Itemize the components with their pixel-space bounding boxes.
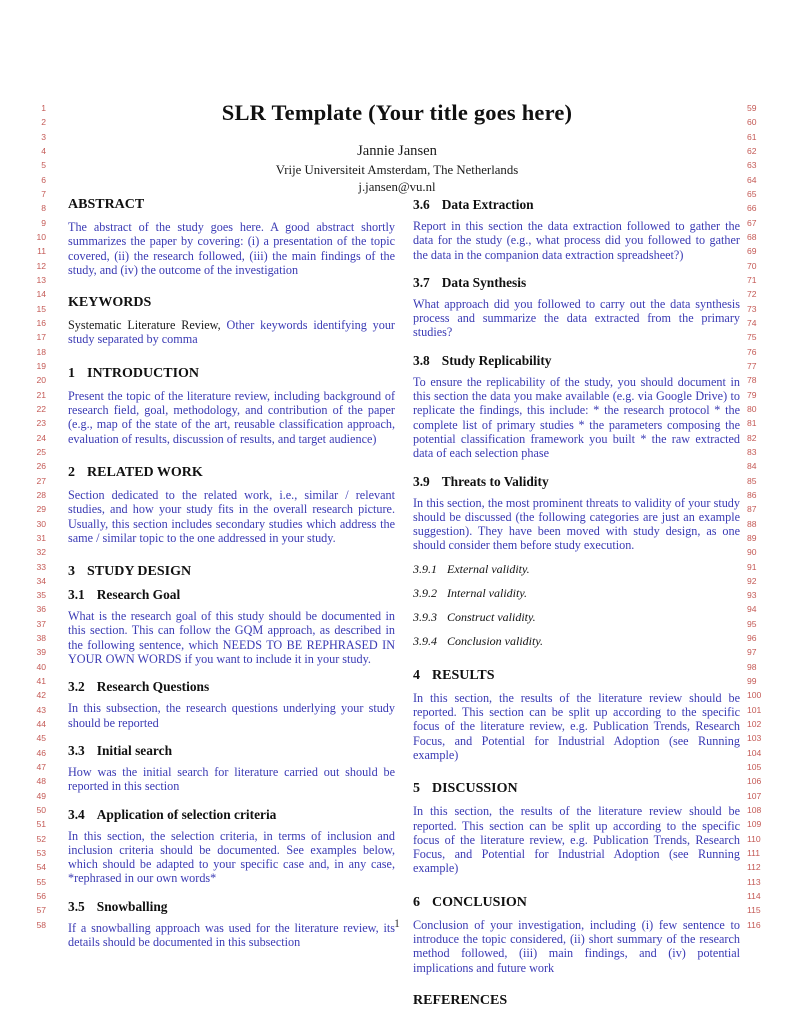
section-number: 4 (413, 667, 420, 683)
section-title: Data Extraction (441, 197, 534, 212)
section-title: RELATED WORK (87, 464, 203, 480)
line-number: 111 (747, 848, 761, 859)
line-number: 81 (747, 418, 757, 429)
line-number: 66 (747, 203, 757, 214)
section-heading (68, 679, 395, 695)
keywords-text: Systematic Literature Review, (68, 318, 227, 333)
section-number: 3 (68, 564, 75, 580)
line-number: 94 (747, 604, 757, 615)
line-number: 87 (747, 504, 757, 515)
line-number: 102 (747, 719, 762, 730)
line-number: 48 (36, 776, 46, 787)
title-block (61, 100, 733, 195)
line-number: 2 (41, 117, 46, 128)
line-number: 95 (747, 618, 757, 629)
section-number: 6 (413, 894, 420, 910)
line-number: 101 (747, 704, 762, 715)
line-number: 20 (36, 375, 46, 386)
section-title: Initial search (96, 742, 173, 758)
line-number: 79 (747, 389, 757, 400)
line-number: 61 (747, 131, 757, 142)
section-number: 3.4 (68, 806, 85, 822)
section-heading: ABSTRACT (68, 197, 145, 212)
line-number: 85 (747, 475, 757, 486)
line-number: 86 (747, 489, 757, 500)
line-number: 59 (747, 103, 757, 113)
line-number: 31 (36, 532, 46, 543)
line-number: 13 (36, 274, 46, 285)
section-heading (413, 781, 740, 797)
line-number: 51 (36, 819, 46, 830)
line-number: 25 (36, 446, 46, 457)
instruction-paragraph: In this section, the most prominent threats to validity of your study should be discussed (the following categories are just an example suggestion). They have been moved with study design, as one should consider them before study execution. (413, 495, 740, 553)
instruction-paragraph: If a snowballing approach was used for the literature review, its details should be documented in this subsection (68, 920, 395, 950)
instruction-paragraph: What is the research goal of this study should be documented in this section. This can follow the GQM approach, as described in the following sentence, which NEEDS TO BE REPHRASED IN YOUR OWN WORDS if you want to include it in your study. (68, 609, 395, 667)
line-number: 104 (747, 747, 762, 758)
instruction-paragraph: In this section, the results of the literature review should be reported. This section can be split up according to the specific focus of the literature review, e.g. Publication Trends, Research Focus, and Potential for Industrial Adoption (see Running example) (413, 804, 740, 876)
section-heading (413, 895, 740, 911)
instruction-paragraph: What approach did you followed to carry out the data synthesis process and summarize the data extracted from the primary studies? (413, 296, 740, 340)
line-number: 27 (36, 475, 46, 486)
section-title: Construct validity. (447, 609, 536, 624)
line-number: 18 (36, 346, 46, 357)
section-heading (413, 562, 740, 577)
line-number: 21 (36, 389, 46, 400)
line-number: 69 (747, 246, 757, 257)
section-title: DISCUSSION (432, 781, 518, 797)
section-heading (413, 275, 740, 291)
section-number: 5 (413, 781, 420, 797)
line-number: 38 (36, 633, 46, 644)
keywords-paragraph (68, 318, 395, 347)
section-number: 3.3 (68, 742, 85, 758)
section-heading (413, 668, 740, 684)
line-number: 108 (747, 805, 762, 816)
line-number: 1 (41, 103, 46, 113)
line-number: 113 (747, 876, 761, 887)
line-number: 8 (41, 203, 46, 214)
section-heading (68, 899, 395, 915)
line-number: 54 (36, 862, 46, 873)
line-number: 80 (747, 403, 757, 414)
instruction-paragraph: How was the initial search for literature carried out should be reported in this section (68, 764, 395, 794)
line-number: 43 (36, 704, 46, 715)
line-number: 65 (747, 188, 757, 199)
line-number: 107 (747, 790, 762, 801)
line-number: 26 (36, 461, 46, 472)
instruction-paragraph: In this subsection, the research questions underlying your study should be reported (68, 701, 395, 730)
line-number: 112 (747, 862, 761, 873)
section-number: 3.8 (413, 352, 430, 368)
section-heading: KEYWORDS (68, 295, 152, 311)
line-number: 33 (36, 561, 46, 572)
section-heading (68, 465, 395, 481)
section-heading (413, 197, 740, 213)
line-number: 6 (41, 174, 46, 185)
line-number: 64 (747, 174, 757, 185)
section-heading (68, 807, 395, 823)
line-number: 30 (36, 518, 46, 529)
line-number: 15 (36, 303, 46, 314)
line-number: 10 (36, 231, 46, 242)
line-number: 70 (747, 260, 757, 271)
line-number: 11 (37, 246, 46, 257)
line-number: 99 (747, 676, 757, 687)
section-heading (68, 587, 395, 603)
line-number: 50 (36, 805, 46, 816)
line-number: 42 (36, 690, 46, 701)
section-number: 3.2 (68, 679, 85, 695)
author-name: Jannie Jansen (357, 143, 437, 159)
section-number: 3.9.4 (413, 633, 437, 648)
line-number: 115 (747, 905, 761, 916)
line-number: 72 (747, 289, 757, 300)
line-number: 22 (36, 403, 46, 414)
section-number: 3.6 (413, 197, 430, 212)
section-number: 3.1 (68, 587, 85, 603)
section-number: 3.9.3 (413, 609, 437, 624)
line-number: 9 (41, 217, 46, 228)
line-number: 106 (747, 776, 762, 787)
line-number: 63 (747, 160, 757, 171)
line-number: 97 (747, 647, 757, 658)
line-number: 53 (36, 848, 46, 859)
section-title: External validity. (447, 561, 530, 576)
line-number: 109 (747, 819, 762, 830)
section-heading (68, 743, 395, 759)
line-number: 4 (41, 145, 46, 156)
section-number: 1 (68, 365, 75, 381)
line-number: 93 (747, 590, 757, 601)
line-number: 37 (36, 618, 46, 629)
line-number: 110 (747, 833, 761, 844)
section-heading (68, 366, 395, 382)
section-title: INTRODUCTION (87, 365, 200, 381)
section-heading: REFERENCES (413, 992, 508, 1008)
line-number: 16 (36, 317, 46, 328)
section-title: CONCLUSION (432, 894, 527, 910)
left-column (68, 197, 395, 1016)
line-number: 12 (36, 260, 46, 271)
line-number: 90 (747, 547, 757, 558)
line-number: 92 (747, 575, 757, 586)
line-number: 39 (36, 647, 46, 658)
line-number: 35 (36, 590, 46, 601)
section-title: STUDY DESIGN (87, 564, 192, 580)
line-number: 52 (36, 833, 46, 844)
line-number: 36 (36, 604, 46, 615)
paper-title: SLR Template (Your title goes here) (221, 100, 573, 125)
line-number: 96 (747, 633, 757, 644)
line-number: 23 (36, 418, 46, 429)
section-heading (68, 564, 395, 580)
line-number: 74 (747, 317, 757, 328)
line-number: 83 (747, 446, 757, 457)
instruction-paragraph: Report in this section the data extraction followed to gather the data for the study (e.g., what process did you followed to gather the data in the companion data extraction spreadsheet?) (413, 219, 740, 262)
section-heading (413, 634, 740, 649)
line-number: 75 (747, 332, 757, 343)
line-number: 57 (36, 905, 46, 916)
instruction-paragraph: Conclusion of your investigation, including (i) few sentence to introduce the topic considered, (ii) short summary of the research method followed, (iii) main findings, and (iv) potential implications and future work (413, 917, 740, 975)
section-heading (413, 586, 740, 601)
section-title: Application of selection criteria (96, 806, 277, 822)
line-number: 56 (36, 891, 46, 902)
left-line-number-rail (28, 101, 46, 932)
line-number: 7 (41, 188, 46, 199)
line-number: 3 (41, 131, 46, 142)
line-number: 77 (747, 360, 757, 371)
line-number: 58 (36, 919, 46, 930)
line-number: 88 (747, 518, 757, 529)
line-number: 41 (36, 676, 46, 687)
line-number: 68 (747, 231, 757, 242)
section-number: 3.9.2 (413, 585, 437, 600)
section-number: 2 (68, 464, 75, 480)
section-heading (413, 610, 740, 625)
page-footer (61, 918, 733, 930)
line-number: 19 (36, 360, 46, 371)
line-number: 5 (41, 160, 46, 171)
section-title: Data Synthesis (441, 274, 527, 290)
line-number: 24 (36, 432, 46, 443)
keywords-text: Other keywords identifying your study separated by comma (68, 318, 395, 347)
line-number: 105 (747, 762, 762, 773)
line-number: 84 (747, 461, 757, 472)
instruction-paragraph: The abstract of the study goes here. A good abstract shortly summarizes the paper by covering: (i) a presentation of the topic covered, (ii) the research followed, (iii) the main findings of the study, and (iv) the outcome of the investigation (68, 220, 395, 277)
instruction-paragraph: In this section, the results of the literature review should be reported. This section can be split up according to the specific focus of the literature review, e.g. Publication Trends, Research Focus, and Potential for Industrial Adoption (see Running example) (413, 690, 740, 762)
line-number: 76 (747, 346, 757, 357)
instruction-paragraph: Present the topic of the literature review, including background of research field, goal, methodology, and contribution of the paper (e.g., map of the state of the art, reusable classification approach, evaluation of results, discussion of results, and target audience) (68, 388, 395, 446)
section-title: Research Questions (96, 679, 210, 695)
section-title: RESULTS (432, 667, 495, 683)
line-number: 44 (36, 719, 46, 730)
section-number: 3.5 (68, 898, 85, 914)
section-title: Snowballing (96, 898, 168, 914)
line-number: 34 (36, 575, 46, 586)
line-number: 17 (36, 332, 46, 343)
line-number: 71 (747, 274, 757, 285)
line-number: 28 (36, 489, 46, 500)
author-affiliation: Vrije Universiteit Amsterdam, The Netherlands (275, 163, 519, 177)
page-number: 1 (394, 918, 400, 930)
line-number: 98 (747, 661, 757, 672)
section-number: 3.7 (413, 274, 430, 290)
line-number: 82 (747, 432, 757, 443)
line-number: 67 (747, 217, 757, 228)
line-number: 14 (36, 289, 46, 300)
line-number: 62 (747, 145, 757, 156)
line-number: 73 (747, 303, 757, 314)
instruction-paragraph: To ensure the replicability of the study, you should document in this section the data you make available (e.g. via Google Drive) to replicate the findings, this include: * the research protocol * the complete list of primary studies * the parameters composing the potential classification framework you built * the raw extracted data of each selection phase (413, 374, 740, 461)
line-number: 29 (36, 504, 46, 515)
section-heading (413, 474, 740, 490)
section-title: Research Goal (96, 587, 181, 603)
line-number: 103 (747, 733, 762, 744)
line-number: 32 (36, 547, 46, 558)
instruction-paragraph: In this section, the selection criteria, in terms of inclusion and inclusion criteria should be documented. See examples below, which should be adapted to your specific case and, in any case, *rephrased in our own words* (68, 828, 395, 886)
line-number: 100 (747, 690, 762, 701)
right-column (413, 197, 740, 1016)
section-title: Conclusion validity. (447, 633, 543, 648)
section-title: Internal validity. (447, 585, 527, 600)
author-email: j.jansen@vu.nl (358, 180, 436, 194)
line-number: 46 (36, 747, 46, 758)
section-number: 3.9 (413, 473, 430, 489)
line-number: 47 (36, 762, 46, 773)
line-number: 60 (747, 117, 757, 128)
line-number: 116 (747, 919, 761, 930)
right-line-number-rail (747, 101, 771, 932)
section-number: 3.9.1 (413, 561, 437, 576)
line-number: 78 (747, 375, 757, 386)
line-number: 91 (747, 561, 757, 572)
section-title: Threats to Validity (441, 473, 549, 489)
line-number: 89 (747, 532, 757, 543)
line-number: 114 (747, 891, 761, 902)
instruction-paragraph: Section dedicated to the related work, i.e., similar / relevant studies, and how your study fits in the overall research picture. Usually, this section includes secondary studies which address the same / similar topic to the one addressed in your study. (68, 487, 395, 545)
line-number: 49 (36, 790, 46, 801)
line-number: 45 (36, 733, 46, 744)
section-title: Study Replicability (441, 352, 552, 368)
line-number: 40 (36, 661, 46, 672)
section-heading (413, 353, 740, 369)
line-number: 55 (36, 876, 46, 887)
two-column-body (68, 197, 740, 1016)
